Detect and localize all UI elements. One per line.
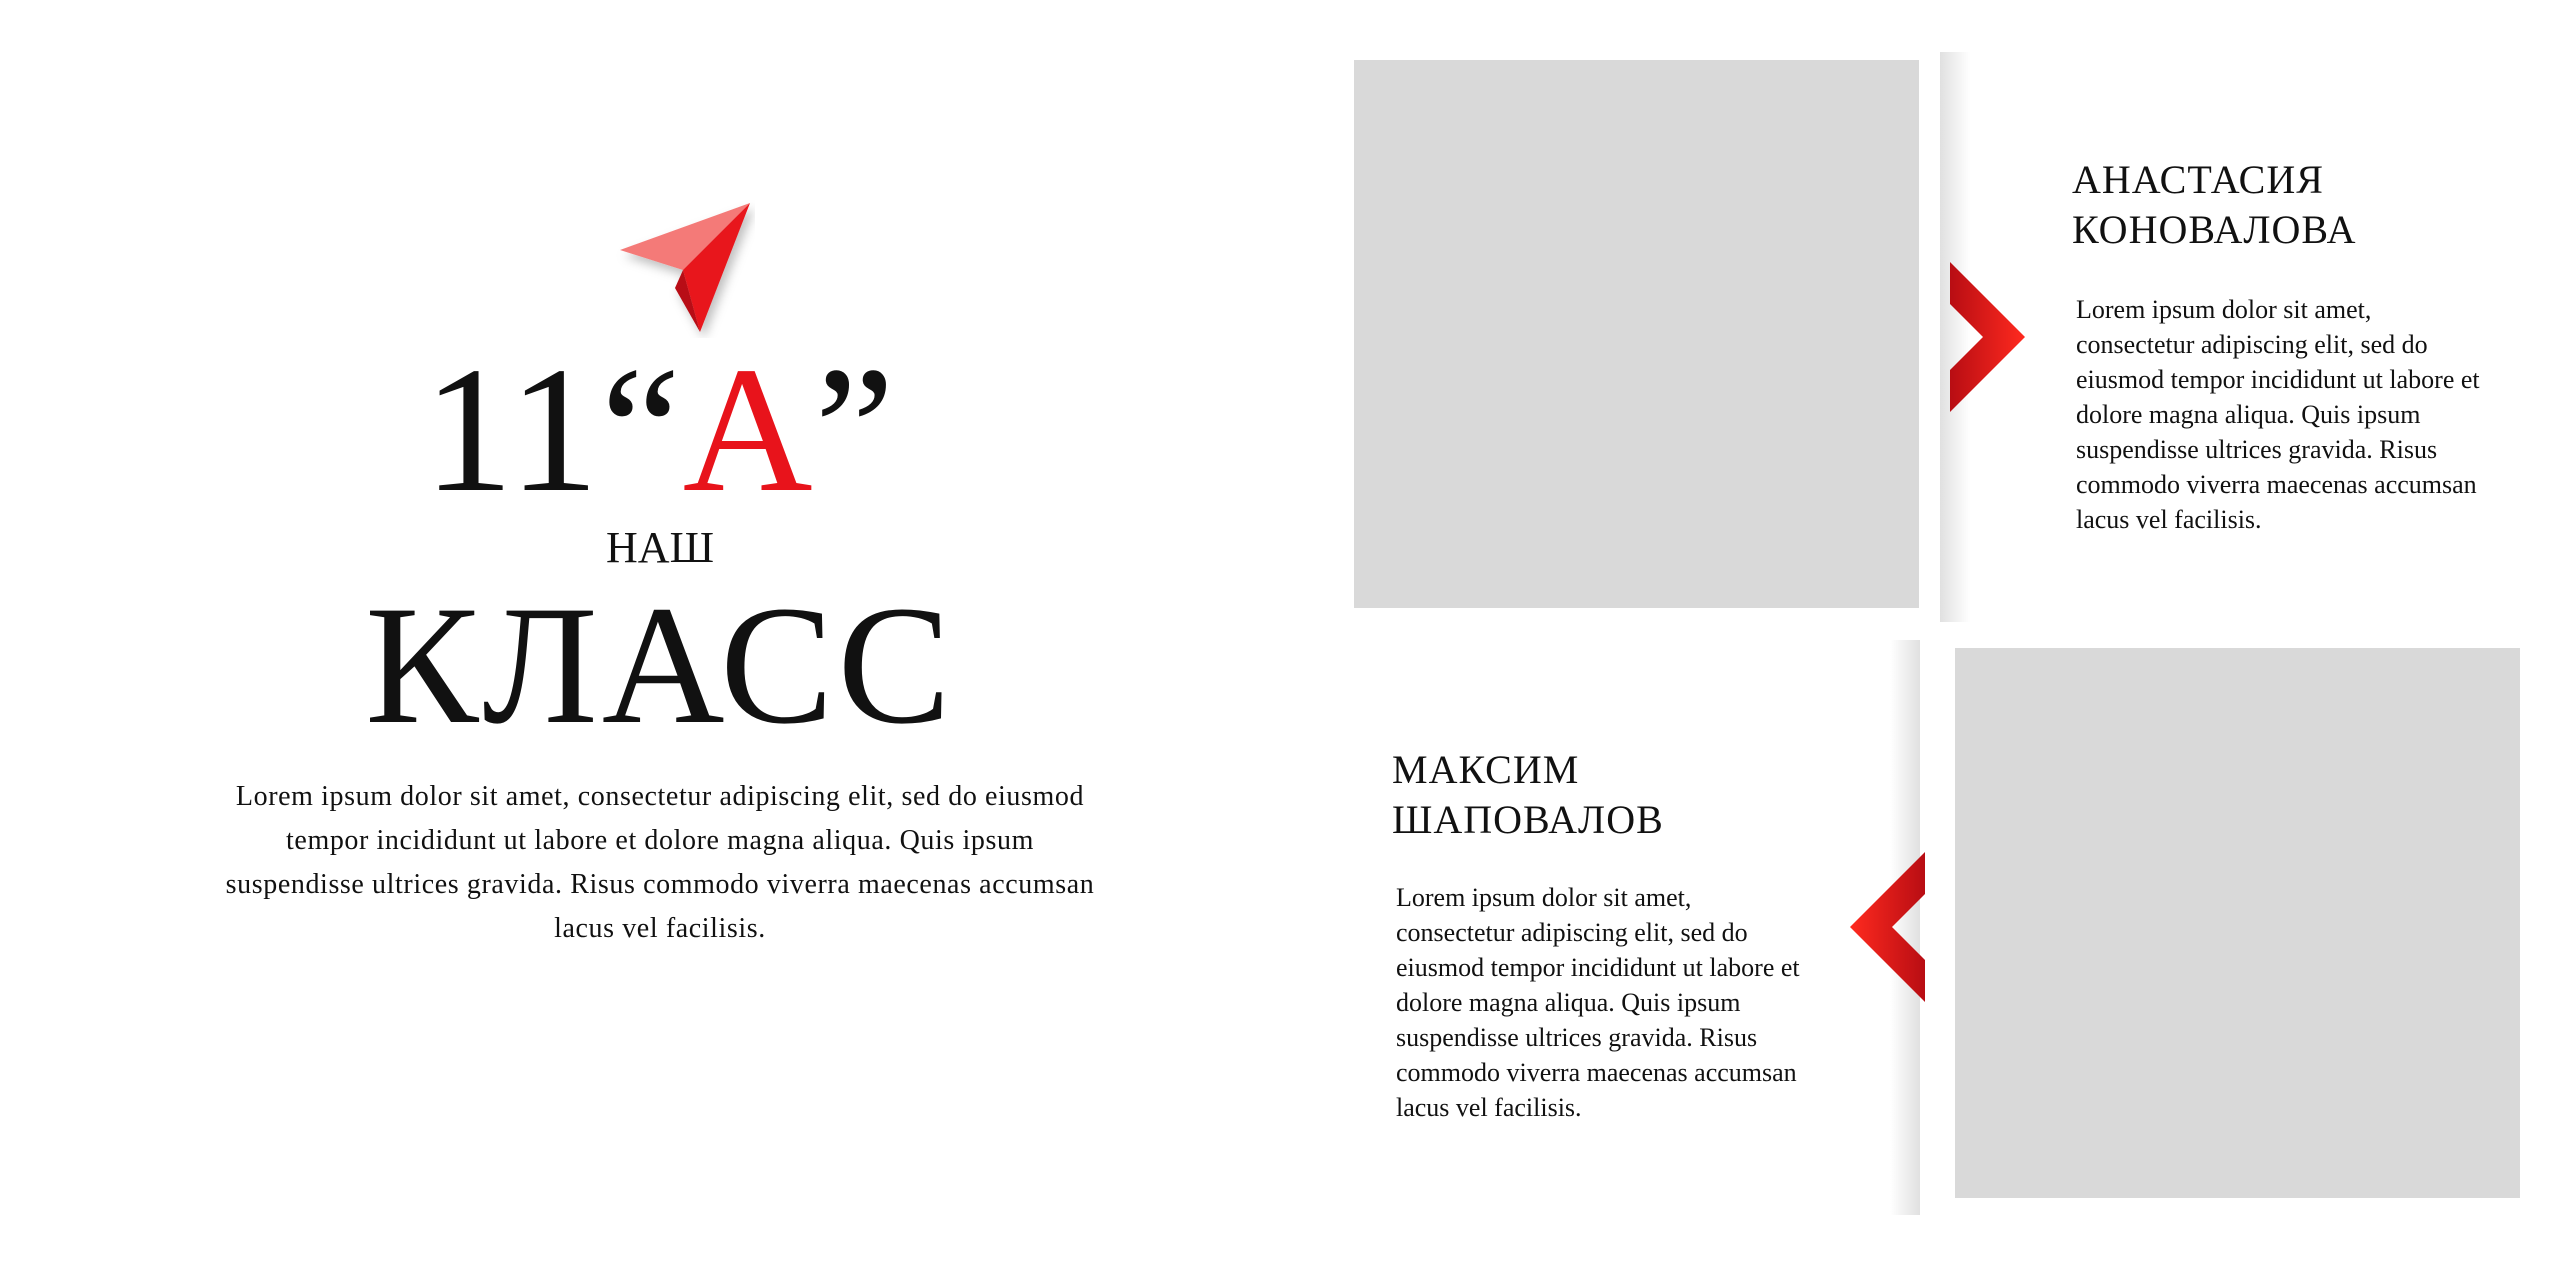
student-bio: Lorem ipsum dolor sit amet, consectetur adipiscing elit, sed do eiusmod tempor incididunt ut labore et dolore magna aliqua. Quis ipsum suspendisse ultrices gravida. Risus commodo viverra maecenas accumsan lacus vel facilisis.	[1396, 883, 1800, 1122]
student-first-name: АНАСТАСИЯ	[2072, 157, 2324, 202]
subtitle: НАШ	[606, 523, 714, 572]
student-first-name: МАКСИМ	[1392, 747, 1580, 792]
student-name	[2072, 155, 2356, 255]
intro-text: Lorem ipsum dolor sit amet, consectetur adipiscing elit, sed do eiusmod tempor incididunt ut labore et dolore magna aliqua. Quis ipsum suspendisse ultrices gravida. Risus commodo viverra maecenas accumsan lacus vel facilisis.	[225, 781, 1095, 944]
chevron-right-icon	[1950, 262, 2030, 412]
class-title	[0, 330, 1320, 530]
quote-open: “	[600, 330, 683, 529]
page-title: КЛАСС	[365, 571, 955, 759]
student-name	[1392, 745, 1664, 845]
quote-close: ”	[814, 330, 897, 529]
class-letter: А	[682, 330, 815, 529]
paper-plane-icon	[615, 198, 755, 338]
chevron-left-icon	[1845, 852, 1925, 1002]
student-bio: Lorem ipsum dolor sit amet, consectetur adipiscing elit, sed do eiusmod tempor incididunt ut labore et dolore magna aliqua. Quis ipsum suspendisse ultrices gravida. Risus commodo viverra maecenas accumsan lacus vel facilisis.	[2076, 295, 2480, 534]
student-last-name: ШАПОВАЛОВ	[1392, 797, 1664, 842]
student-photo-placeholder	[1354, 60, 1919, 608]
class-number: 11	[423, 330, 601, 529]
student-photo-placeholder	[1955, 648, 2520, 1198]
student-last-name: КОНОВАЛОВА	[2072, 207, 2357, 252]
